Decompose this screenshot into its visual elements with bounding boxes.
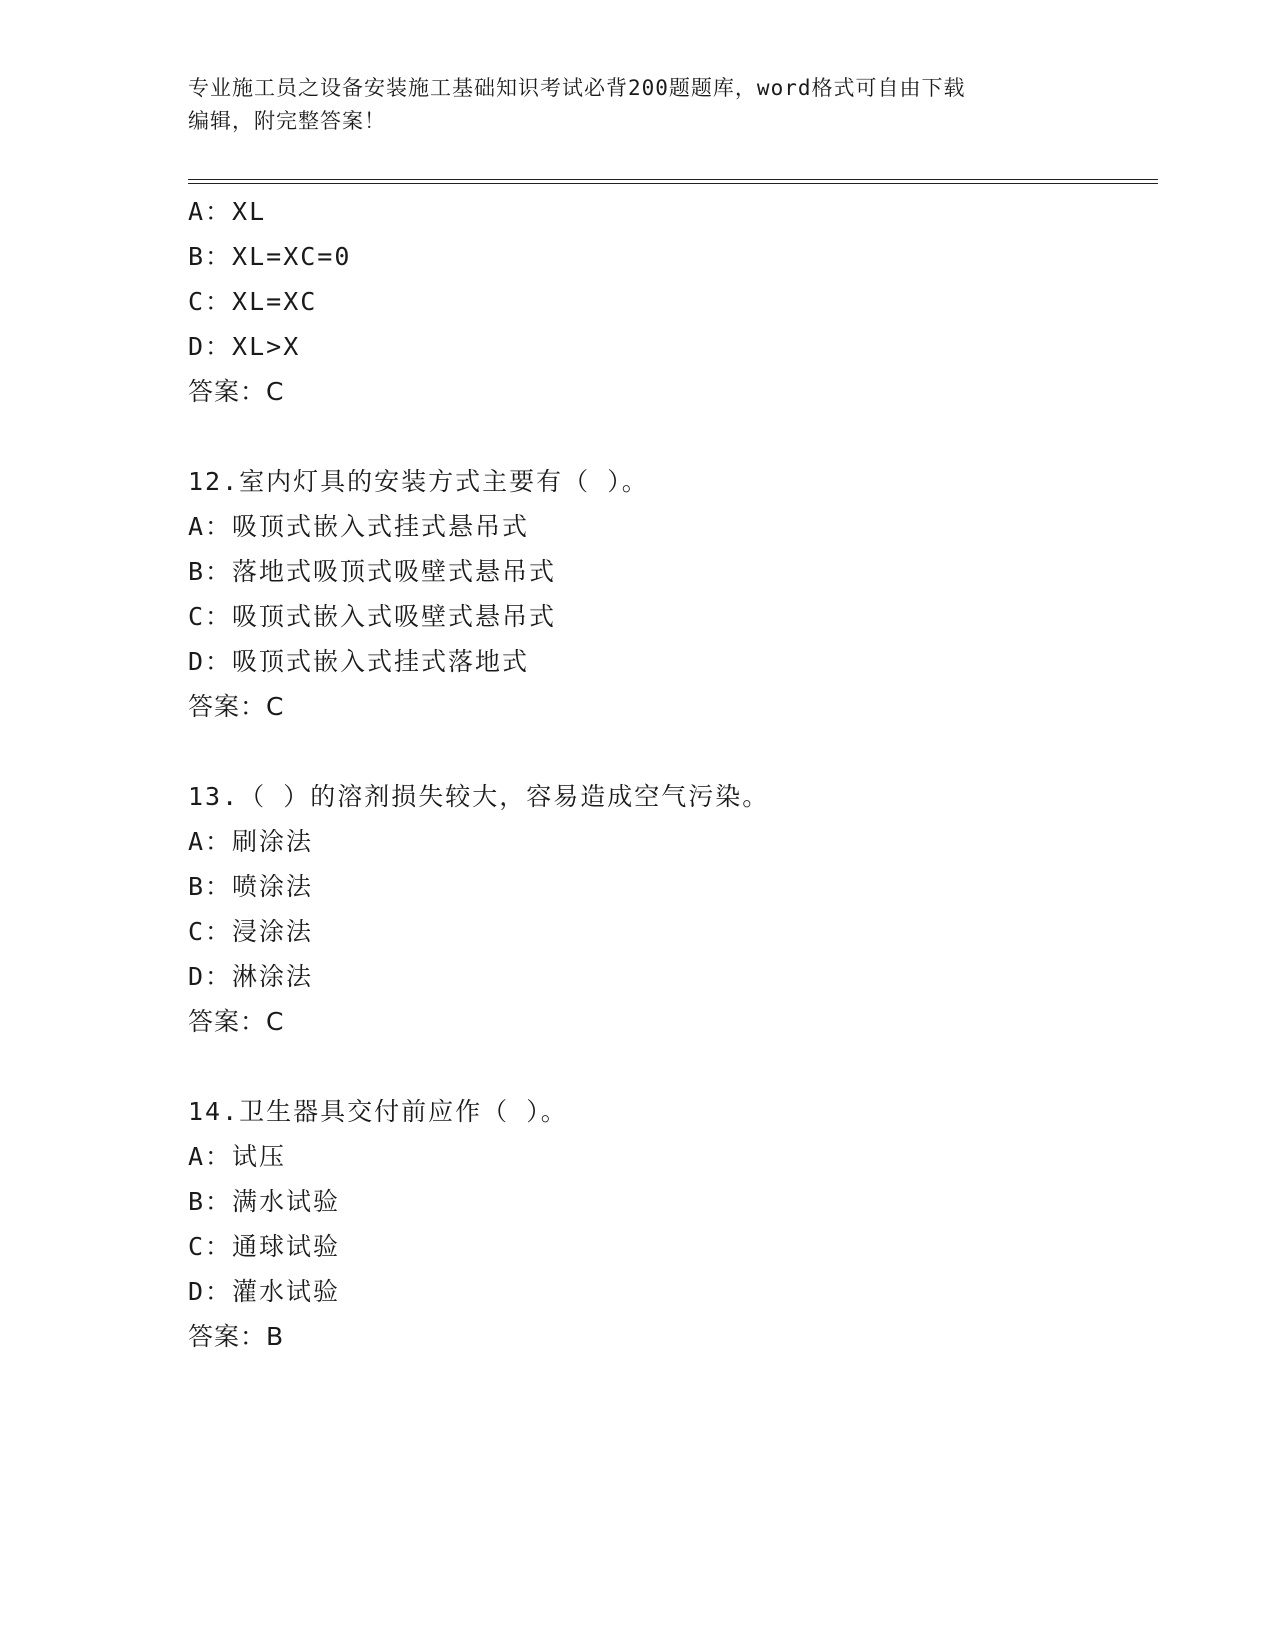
q11-option-b: B：XL=XC=0	[188, 242, 352, 271]
q11-answer: 答案：C	[188, 377, 285, 406]
q12-stem: 12.室内灯具的安装方式主要有（ ）。	[188, 467, 649, 496]
q13-option-d: D：淋涂法	[188, 962, 314, 991]
q14-option-a: A：试压	[188, 1142, 287, 1171]
q14-answer: 答案：B	[188, 1322, 285, 1351]
q11-option-c: C：XL=XC	[188, 287, 318, 316]
q14-option-c: C：通球试验	[188, 1232, 341, 1261]
q13-option-a: A：刷涂法	[188, 827, 314, 856]
q12-answer: 答案：C	[188, 692, 285, 721]
q13-option-c: C：浸涂法	[188, 917, 314, 946]
q11-option-d: D：XL>X	[188, 332, 301, 361]
header-rule-bottom	[188, 183, 1158, 184]
q14-option-b: B：满水试验	[188, 1187, 341, 1216]
q12-option-c: C：吸顶式嵌入式吸壁式悬吊式	[188, 602, 557, 631]
document-header	[188, 72, 1088, 138]
q11-option-a: A：XL	[188, 197, 267, 226]
q14-stem: 14.卫生器具交付前应作（ ）。	[188, 1097, 568, 1126]
q12-option-d: D：吸顶式嵌入式挂式落地式	[188, 647, 530, 676]
q13-option-b: B：喷涂法	[188, 872, 314, 901]
q12-option-a: A：吸顶式嵌入式挂式悬吊式	[188, 512, 530, 541]
q12-option-b: B：落地式吸顶式吸壁式悬吊式	[188, 557, 557, 586]
q13-answer: 答案：C	[188, 1007, 285, 1036]
header-line-2: 编辑，附完整答案！	[188, 109, 386, 133]
q13-stem: 13.（ ）的溶剂损失较大，容易造成空气污染。	[188, 782, 770, 811]
q14-option-d: D：灌水试验	[188, 1277, 341, 1306]
header-rule-top	[188, 179, 1158, 180]
header-line-1: 专业施工员之设备安装施工基础知识考试必背200题题库，word格式可自由下载	[188, 76, 966, 100]
